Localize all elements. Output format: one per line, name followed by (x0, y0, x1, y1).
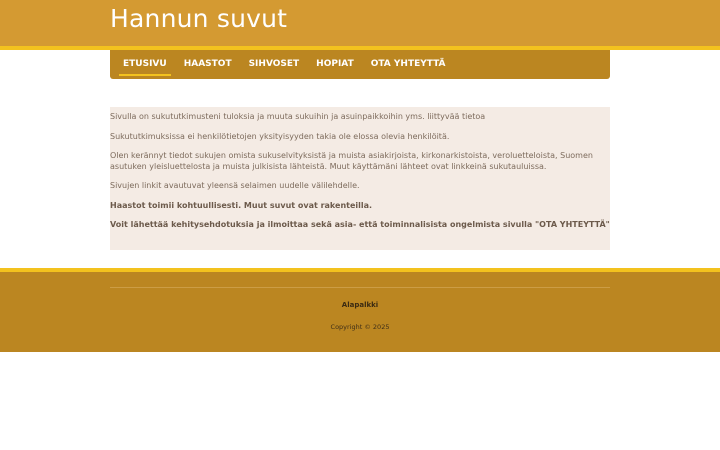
footer-title: Alapalkki (341, 301, 379, 309)
footer-divider (110, 287, 610, 288)
copyright-text: Copyright © 2025 (330, 323, 390, 331)
status-paragraph: Haastot toimii kohtuullisesti. Muut suvut ovat rakenteilla. (110, 200, 373, 210)
main-content (110, 107, 610, 250)
links-paragraph: Sivujen linkit avautuvat yleensä selaimen uudelle välilehdelle. (110, 181, 360, 190)
nav-item-hopiat[interactable]: HOPIAT (316, 59, 354, 69)
nav-item-haastot[interactable]: HAASTOT (183, 59, 232, 69)
intro-paragraph: Sivulla on sukututkimusteni tuloksia ja muuta sukuihin ja asuinpaikkoihin yms. liittyvää tietoa (110, 112, 486, 121)
site-footer (0, 268, 720, 352)
site-header (0, 0, 720, 50)
nav-item-sihvoset[interactable]: SIHVOSET (248, 59, 300, 69)
privacy-paragraph: Sukututkimuksissa ei henkilötietojen yksityisyyden takia ole elossa olevia henkilöitä. (110, 131, 450, 141)
site-title[interactable]: Hannun suvut (110, 4, 288, 33)
feedback-paragraph: Voit lähettää kehitysehdotuksia ja ilmoittaa sekä asia- että toiminnalisista ongelmista sivulla "OTA YHTEYTTÄ" (110, 220, 610, 229)
nav-item-ota-yhteytta[interactable]: OTA YHTEYTTÄ (370, 59, 446, 69)
nav-item-etusivu[interactable]: ETUSIVU (119, 50, 171, 76)
sources-paragraph: Olen kerännyt tiedot sukujen omista sukuselvityksistä ja muista asiakirjoista, kirkonarkistoista, veroluetteloista, Suomen asutuken yleisluettelosta ja muista julkisista lähteistä. Muut käyttämäni lähteet ovat linkkeinä sukutauluissa. (110, 151, 593, 171)
main-nav (110, 50, 610, 79)
